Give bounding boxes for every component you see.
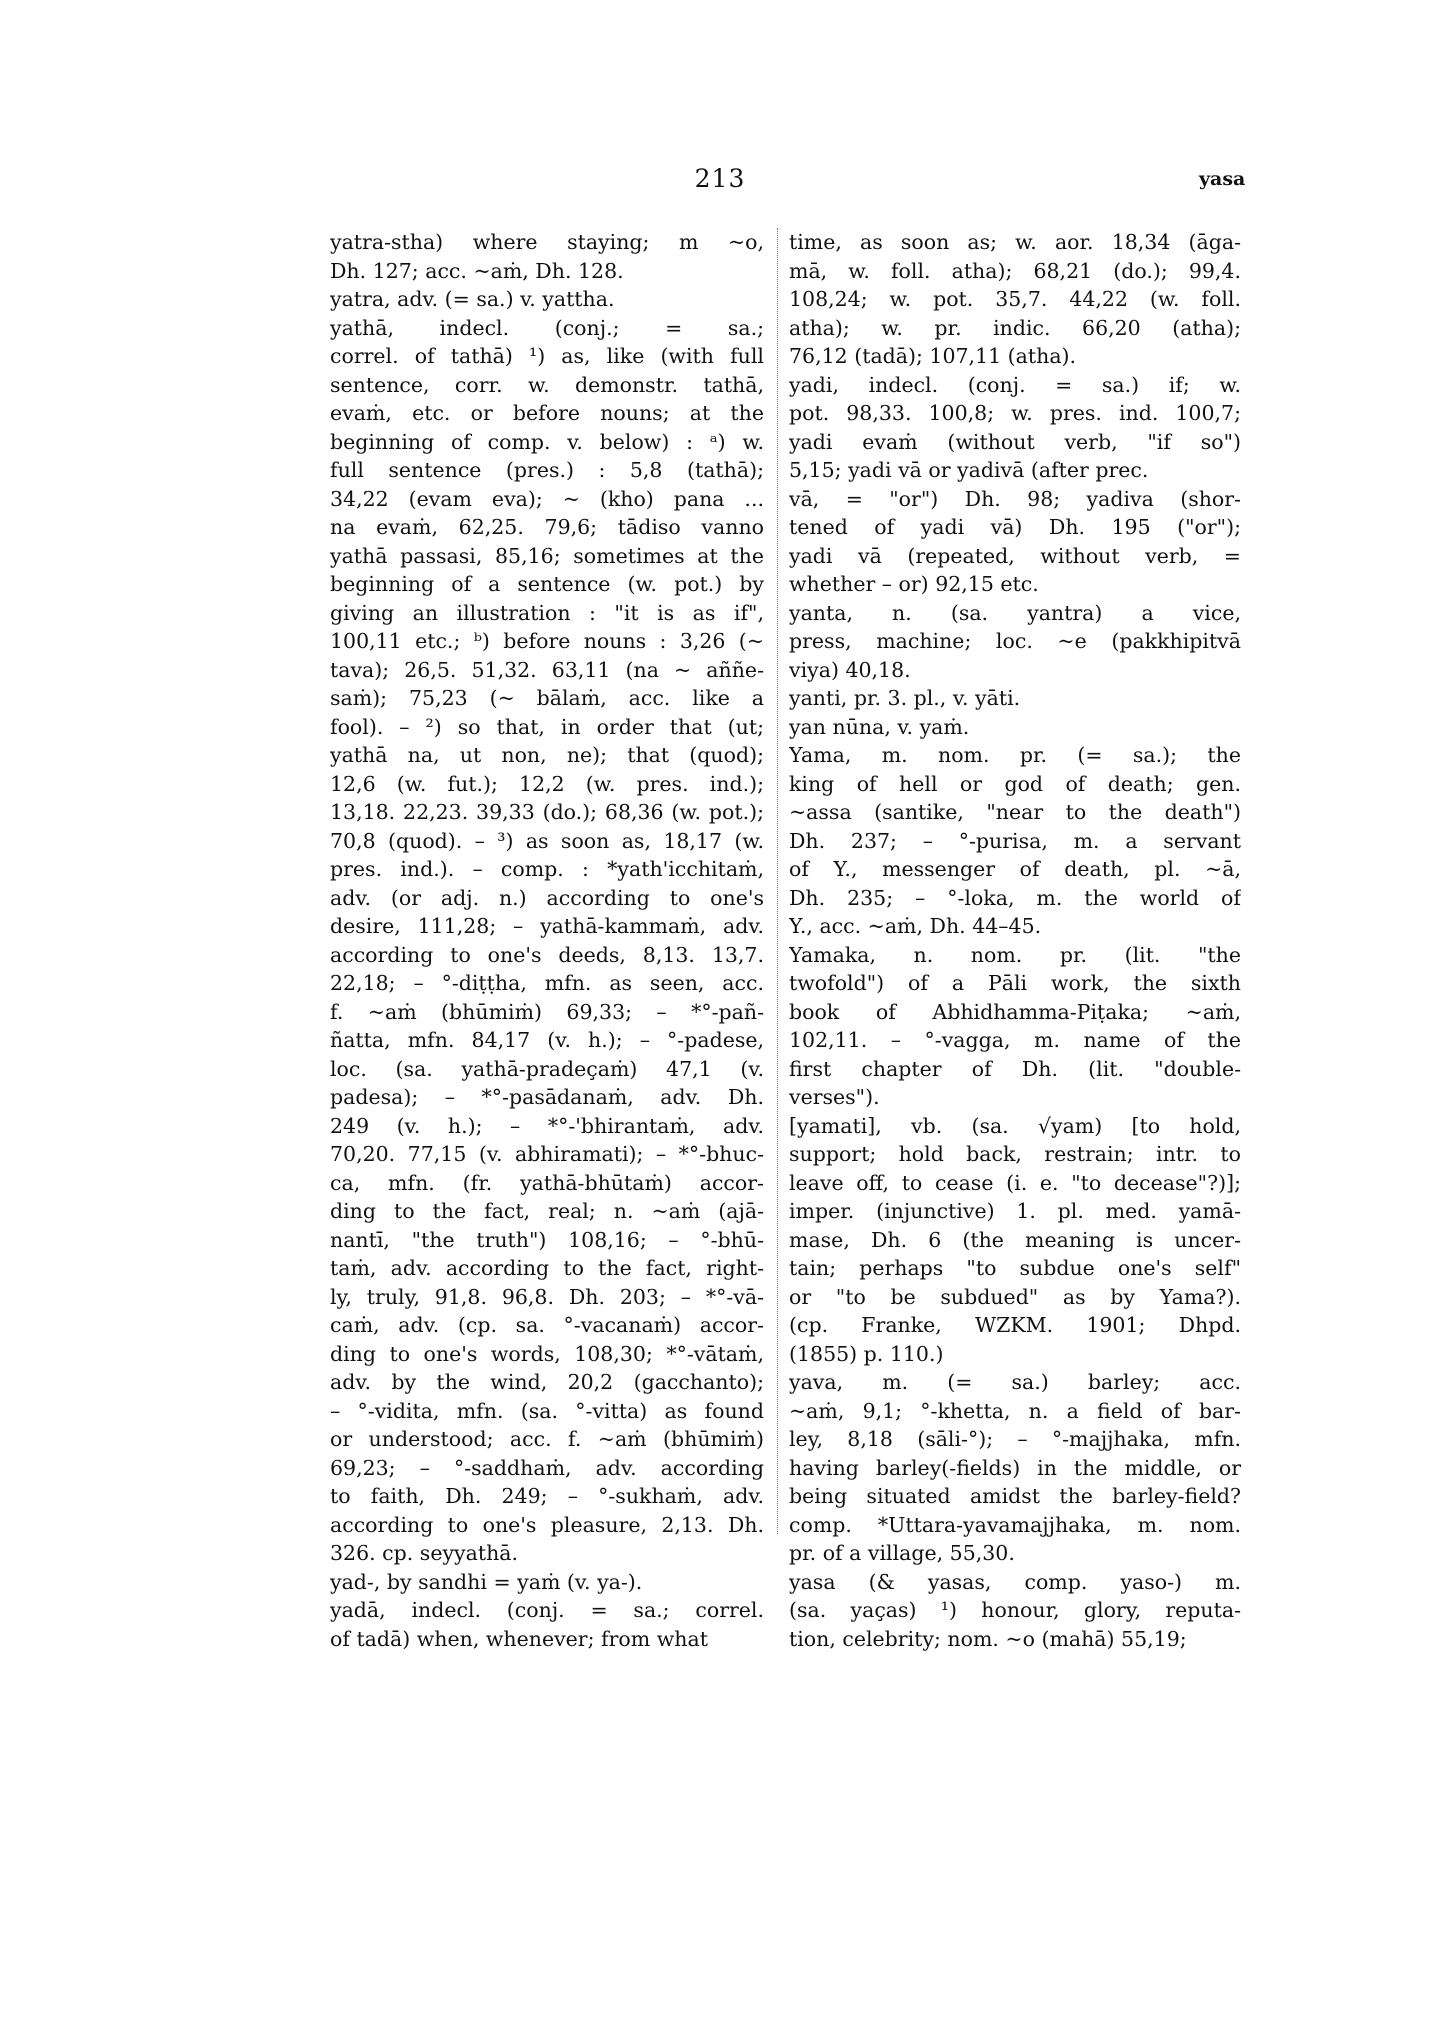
text-line: having barley(-fields) in the middle, or xyxy=(789,1455,1241,1480)
text-line: 76,12 (tadā); 107,11 (atha). xyxy=(789,344,1077,368)
text-line: fool). – ²) so that, in order that (ut; xyxy=(330,714,764,739)
text-line: according to one's deeds, 8,13. 13,7. xyxy=(330,942,764,967)
text-line: king of hell or god of death; gen. xyxy=(789,771,1241,796)
text-line: giving an illustration : "it is as if", xyxy=(330,600,764,625)
text-line: adv. (or adj. n.) according to one's xyxy=(330,885,764,910)
text-line: yathā na, ut non, ne); that (quod); xyxy=(330,743,764,767)
page-number: 213 xyxy=(694,164,746,193)
text-line: twofold") of a Pāli work, the sixth xyxy=(789,971,1241,995)
text-line: ding to the fact, real; n. ~aṁ (ajā- xyxy=(330,1199,764,1223)
text-line: time, as soon as; w. aor. 18,34 (āga- xyxy=(789,230,1241,254)
text-line: according to one's pleasure, 2,13. Dh. xyxy=(330,1512,764,1537)
text-line: ñatta, mfn. 84,17 (v. h.); – °-padese, xyxy=(330,1028,764,1052)
text-line: yadā, indecl. (conj. = sa.; correl. xyxy=(330,1598,764,1622)
text-line: loc. (sa. yathā-pradeçaṁ) 47,1 (v. xyxy=(330,1056,764,1081)
text-line: sentence, corr. w. demonstr. tathā, xyxy=(330,372,764,397)
text-line: verses"). xyxy=(789,1085,880,1109)
text-line: or "to be subdued" as by Yama?). xyxy=(789,1284,1241,1309)
text-line: pres. ind.). – comp. : *yath'icchitaṁ, xyxy=(330,857,764,881)
text-line: imper. (injunctive) 1. pl. med. yamā- xyxy=(789,1199,1241,1223)
text-line: (cp. Franke, WZKM. 1901; Dhpd. xyxy=(789,1313,1241,1337)
text-line: 108,24; w. pot. 35,7. 44,22 (w. foll. xyxy=(789,287,1241,311)
text-line: yathā, indecl. (conj.; = sa.; xyxy=(330,315,764,340)
text-line: evaṁ, etc. or before nouns; at the xyxy=(330,401,764,425)
text-line: Y., acc. ~aṁ, Dh. 44–45. xyxy=(789,914,1042,938)
right-column xyxy=(789,228,1241,1653)
text-line: yanta, n. (sa. yantra) a vice, xyxy=(789,600,1241,625)
text-line: tain; perhaps "to subdue one's self" xyxy=(789,1256,1241,1280)
text-line: – °-vidita, mfn. (sa. °-vitta) as found xyxy=(330,1398,764,1423)
text-line: Dh. 235; – °-loka, m. the world of xyxy=(789,885,1241,910)
text-line: comp. *Uttara-yavamajjhaka, m. nom. xyxy=(789,1512,1241,1537)
text-line: (sa. yaças) ¹) honour, glory, reputa- xyxy=(789,1598,1241,1622)
text-line: book of Abhidhamma-Piṭaka; ~aṁ, xyxy=(789,999,1241,1024)
text-line: [yamati], vb. (sa. √yam) [to hold, xyxy=(789,1113,1241,1138)
text-line: of tadā) when, whenever; from what xyxy=(330,1626,708,1651)
text-line: yadi, indecl. (conj. = sa.) if; w. xyxy=(789,372,1241,397)
text-line: leave off, to cease (i. e. "to decease"?)]; xyxy=(789,1170,1241,1195)
text-line: pr. of a village, 55,30. xyxy=(789,1541,1015,1565)
text-line: or understood; acc. f. ~aṁ (bhūmiṁ) xyxy=(330,1427,764,1451)
text-line: Yamaka, n. nom. pr. (lit. "the xyxy=(789,942,1241,967)
text-line: ~aṁ, 9,1; °-khetta, n. a field of bar- xyxy=(789,1398,1241,1423)
text-line: yatra, adv. (= sa.) v. yattha. xyxy=(330,287,615,311)
text-line: yadi vā (repeated, without verb, = xyxy=(789,543,1241,568)
text-line: of Y., messenger of death, pl. ~ā, xyxy=(789,857,1241,881)
text-line: (1855) p. 110.) xyxy=(789,1341,944,1366)
text-line: being situated amidst the barley-field? xyxy=(789,1484,1241,1508)
text-line: ley, 8,18 (sāli-°); – °-majjhaka, mfn. xyxy=(789,1427,1241,1451)
text-line: 12,6 (w. fut.); 12,2 (w. pres. ind.); xyxy=(330,771,764,796)
text-line: caṁ, adv. (cp. sa. °-vacanaṁ) accor- xyxy=(330,1313,764,1337)
text-line: beginning of comp. v. below) : ᵃ) w. xyxy=(330,429,764,454)
column-divider xyxy=(777,228,778,1534)
text-line: atha); w. pr. indic. 66,20 (atha); xyxy=(789,315,1241,340)
text-line: na evaṁ, 62,25. 79,6; tādiso vanno xyxy=(330,515,764,539)
text-line: yasa (& yasas, comp. yaso-) m. xyxy=(789,1569,1241,1594)
text-line: whether – or) 92,15 etc. xyxy=(789,572,1039,596)
text-line: vā, = "or") Dh. 98; yadiva (shor- xyxy=(789,486,1241,511)
text-line: yanti, pr. 3. pl., v. yāti. xyxy=(789,686,1021,710)
text-line: full sentence (pres.) : 5,8 (tathā); xyxy=(330,458,764,482)
text-line: 5,15; yadi vā or yadivā (after prec. xyxy=(789,458,1149,482)
text-line: f. ~aṁ (bhūmiṁ) 69,33; – *°-pañ- xyxy=(330,999,764,1024)
text-line: tava); 26,5. 51,32. 63,11 (na ~ aññe- xyxy=(330,657,764,682)
text-line: saṁ); 75,23 (~ bālaṁ, acc. like a xyxy=(330,686,764,710)
text-line: 13,18. 22,23. 39,33 (do.); 68,36 (w. pot.); xyxy=(330,800,764,824)
text-line: 70,20. 77,15 (v. abhiramati); – *°-bhuc- xyxy=(330,1142,764,1166)
text-line: 100,11 etc.; ᵇ) before nouns : 3,26 (~ xyxy=(330,629,764,653)
text-line: ding to one's words, 108,30; *°-vātaṁ, xyxy=(330,1341,764,1366)
text-line: padesa); – *°-pasādanaṁ, adv. Dh. xyxy=(330,1085,764,1109)
text-line: desire, 111,28; – yathā-kammaṁ, adv. xyxy=(330,914,764,938)
text-line: yava, m. (= sa.) barley; acc. xyxy=(789,1370,1241,1394)
text-line: tion, celebrity; nom. ~o (mahā) 55,19; xyxy=(789,1626,1187,1651)
text-line: 70,8 (quod). – ³) as soon as, 18,17 (w. xyxy=(330,828,764,853)
text-line: 34,22 (evam eva); ~ (kho) pana ... xyxy=(330,486,764,511)
text-line: yadi evaṁ (without verb, "if so") xyxy=(789,429,1241,454)
text-line: ~assa (santike, "near to the death") xyxy=(789,800,1241,824)
left-column xyxy=(330,228,764,1653)
text-line: first chapter of Dh. (lit. "double- xyxy=(789,1056,1241,1081)
text-line: taṁ, adv. according to the fact, right- xyxy=(330,1256,764,1280)
text-line: 102,11. – °-vagga, m. name of the xyxy=(789,1028,1241,1052)
text-line: ly, truly, 91,8. 96,8. Dh. 203; – *°-vā- xyxy=(330,1284,764,1309)
text-line: press, machine; loc. ~e (pakkhipitvā xyxy=(789,629,1241,653)
text-line: ca, mfn. (fr. yathā-bhūtaṁ) accor- xyxy=(330,1170,764,1195)
running-header: yasa xyxy=(1199,168,1246,190)
text-line: pot. 98,33. 100,8; w. pres. ind. 100,7; xyxy=(789,401,1241,425)
text-line: Dh. 237; – °-purisa, m. a servant xyxy=(789,828,1241,853)
text-line: 22,18; – °-diṭṭha, mfn. as seen, acc. xyxy=(330,971,764,995)
text-line: Yama, m. nom. pr. (= sa.); the xyxy=(789,743,1241,767)
text-line: beginning of a sentence (w. pot.) by xyxy=(330,572,764,596)
text-line: yad-, by sandhi = yaṁ (v. ya-). xyxy=(330,1569,643,1594)
text-line: support; hold back, restrain; intr. to xyxy=(789,1142,1241,1166)
text-line: tened of yadi vā) Dh. 195 ("or"); xyxy=(789,515,1241,539)
text-line: 326. cp. seyyathā. xyxy=(330,1541,519,1565)
text-line: mā, w. foll. atha); 68,21 (do.); 99,4. xyxy=(789,258,1241,283)
text-line: 249 (v. h.); – *°-'bhirantaṁ, adv. xyxy=(330,1113,764,1138)
text-line: viya) 40,18. xyxy=(789,657,911,682)
text-line: 69,23; – °-saddhaṁ, adv. according xyxy=(330,1455,764,1480)
text-line: yathā passasi, 85,16; sometimes at the xyxy=(330,543,764,568)
text-line: yatra-stha) where staying; m ~o, xyxy=(330,230,764,254)
text-line: correl. of tathā) ¹) as, like (with full xyxy=(330,344,764,368)
text-line: nantī, "the truth") 108,16; – °-bhū- xyxy=(330,1227,764,1252)
text-line: to faith, Dh. 249; – °-sukhaṁ, adv. xyxy=(330,1484,764,1508)
text-line: yan nūna, v. yaṁ. xyxy=(789,714,970,739)
text-line: adv. by the wind, 20,2 (gacchanto); xyxy=(330,1370,764,1394)
text-line: mase, Dh. 6 (the meaning is uncer- xyxy=(789,1227,1241,1252)
text-line: Dh. 127; acc. ~aṁ, Dh. 128. xyxy=(330,258,624,283)
